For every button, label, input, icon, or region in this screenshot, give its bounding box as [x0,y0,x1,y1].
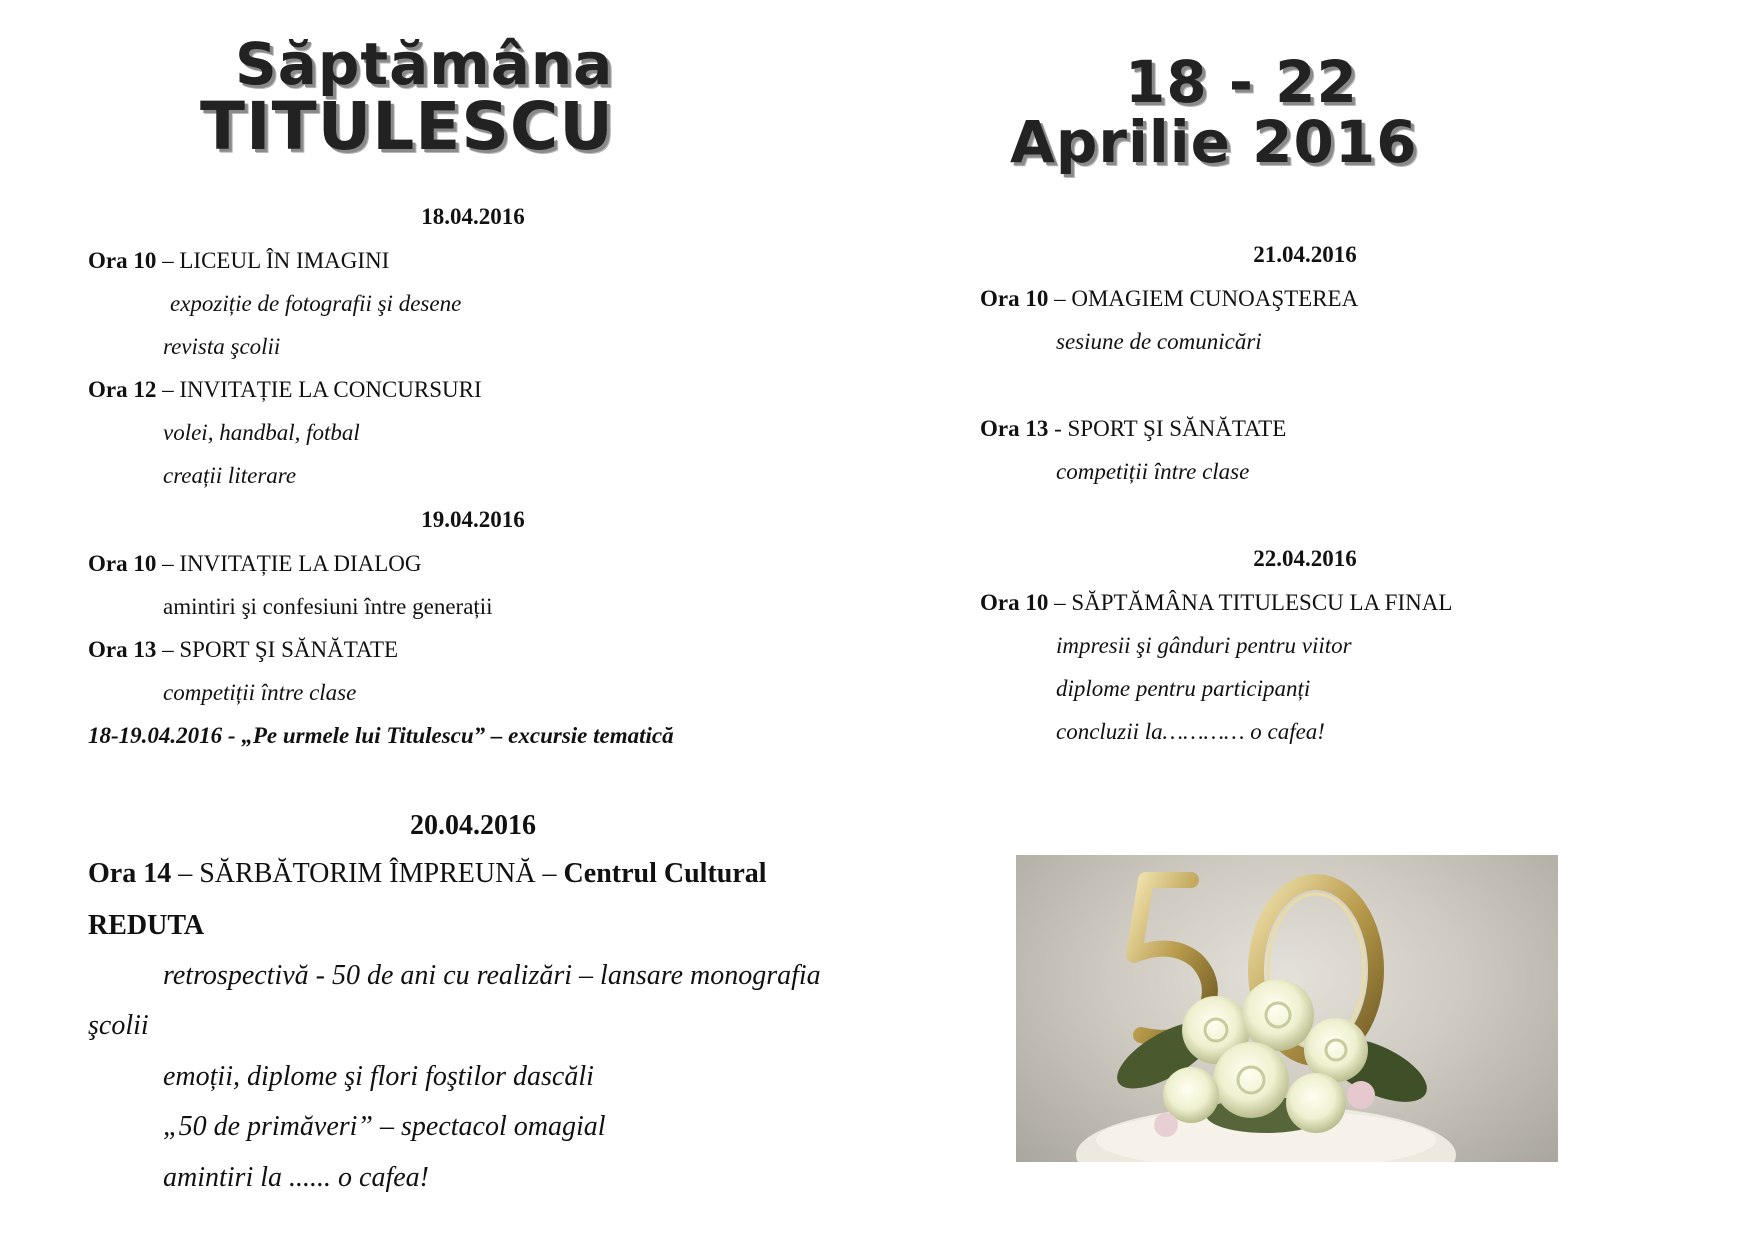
event-title: – SĂPTĂMÂNA TITULESCU LA FINAL [1048,590,1453,615]
event-detail: „50 de primăveri” – spectacol omagial [163,1111,606,1142]
event-detail: expoziție de fotografii şi desene [170,291,462,316]
event-line [88,551,422,577]
event-detail: şcolii [88,1010,149,1041]
event-time: Ora 12 [88,377,157,402]
title-saptamana: Săptămâna [235,30,614,98]
event-detail: competiții între clase [163,680,357,705]
event-detail: revista şcolii [163,334,281,359]
event-title: – INVITAȚIE LA CONCURSURI [156,377,482,402]
event-time: Ora 13 [88,637,157,662]
event-line [980,286,1358,312]
event-line [88,377,482,403]
title-date-range: 18 - 22 [1125,48,1358,116]
event-venue: Centrul Cultural [563,858,767,889]
event-time: Ora 14 [88,858,172,889]
event-line [88,248,389,274]
event-title: – LICEUL ÎN IMAGINI [156,248,390,273]
event-time: Ora 10 [980,590,1049,615]
anniversary-photo [1016,855,1558,1162]
event-detail: emoții, diplome şi flori foştilor dascăli [163,1061,594,1092]
event-line [88,637,398,663]
event-detail: creații literare [163,463,297,488]
title-titulescu: TITULESCU [200,88,614,165]
event-title: – OMAGIEM CUNOAŞTEREA [1048,286,1359,311]
event-time: Ora 10 [88,551,157,576]
event-detail: diplome pentru participanți [1056,676,1311,701]
excursion-note: 18-19.04.2016 - „Pe urmele lui Titulescu” – excursie tematică [88,723,674,748]
event-title: - SPORT ŞI SĂNĂTATE [1048,416,1287,441]
event-venue-cont: REDUTA [88,910,205,941]
date-22-04: 22.04.2016 [1253,546,1357,571]
title-month-year: Aprilie 2016 [1010,108,1418,176]
event-line [980,416,1286,442]
event-detail: impresii şi gânduri pentru viitor [1056,633,1352,658]
event-line [980,590,1452,616]
event-line [88,858,767,890]
event-detail: sesiune de comunicări [1056,329,1262,354]
event-title: – INVITAȚIE LA DIALOG [156,551,422,576]
date-20-04: 20.04.2016 [410,810,536,841]
date-21-04: 21.04.2016 [1253,242,1357,267]
event-title: – SĂRBĂTORIM ÎMPREUNĂ – [171,858,564,889]
event-detail: concluzii la………… o cafea! [1056,719,1325,744]
event-time: Ora 10 [980,286,1049,311]
anniversary-50-icon [1016,855,1558,1162]
event-detail: volei, handbal, fotbal [163,420,360,445]
event-detail: amintiri la ...... o cafea! [163,1162,429,1193]
event-detail: amintiri şi confesiuni între generații [163,594,493,619]
event-detail: retrospectivă - 50 de ani cu realizări – lansare monografia [163,960,821,991]
date-19-04: 19.04.2016 [421,507,525,532]
date-18-04: 18.04.2016 [421,204,525,229]
event-time: Ora 10 [88,248,157,273]
event-detail: competiții între clase [1056,459,1250,484]
event-title: – SPORT ŞI SĂNĂTATE [156,637,399,662]
event-time: Ora 13 [980,416,1049,441]
